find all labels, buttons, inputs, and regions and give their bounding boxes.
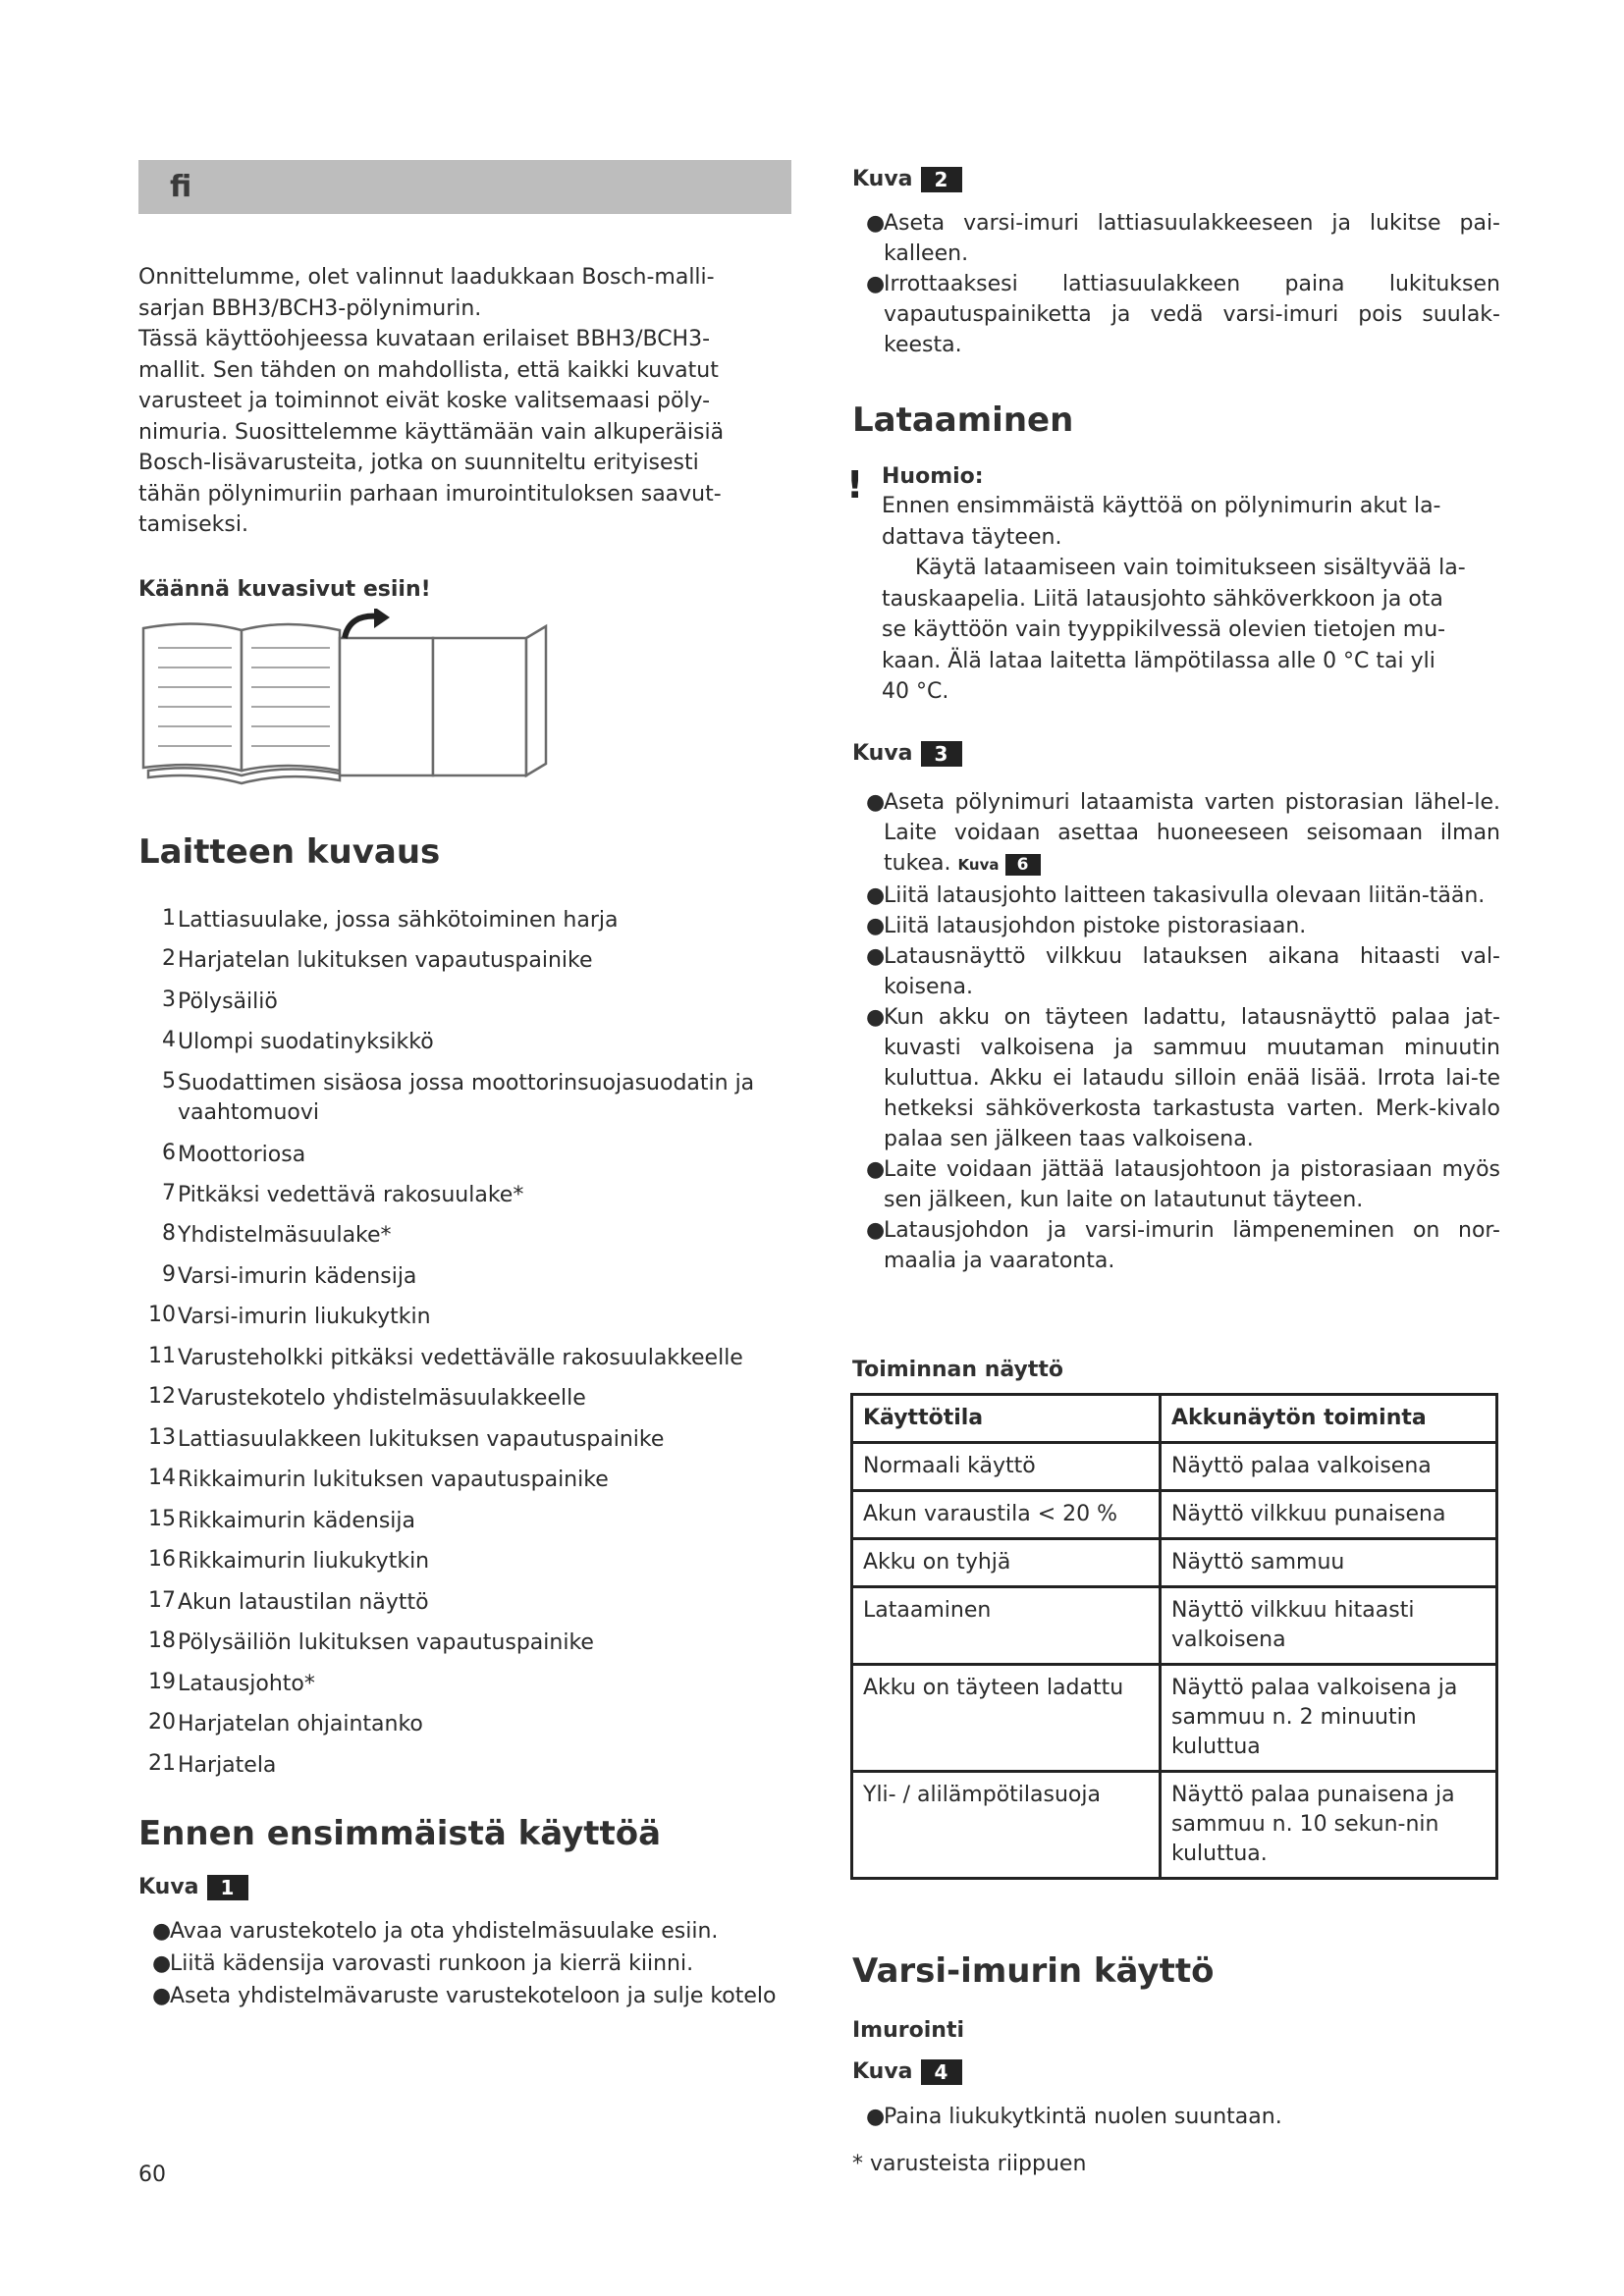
book-illustration (138, 609, 551, 785)
intro-line: sarjan BBH3/BCH3-pölynimurin. (138, 295, 482, 321)
list-item: ● Kun akku on täyteen ladattu, latausnäyttö palaa jat-kuvasti valkoisena ja sammuu muutaman minuutin kuluttua. Akku ei lataudu silloin enää lisää. Irrota lai-te hetkeksi sähköverkosta tarkastusta varten. Merk-kivalo palaa sen jälkeen taas valkoisena. (866, 1005, 1500, 1151)
before-first-use-steps (138, 1916, 791, 2011)
table-header-row (852, 1395, 1497, 1443)
foldout-page-1 (340, 638, 433, 775)
figure-number-badge: 2 (921, 167, 962, 192)
book-middle-page (242, 624, 340, 771)
device-description-heading: Laitteen kuvaus (138, 832, 441, 872)
list-item: ● Avaa varustekotelo ja ota yhdistelmäsuulake esiin. (152, 1919, 719, 1944)
list-item: ● Irrottaaksesi lattiasuulakkeen paina lukituksen vapautuspainiketta ja vedä varsi-imuri pois suulak-keesta. (866, 272, 1500, 357)
note-title: Huomio: (882, 464, 984, 489)
table-row: Lataaminen Näyttö vilkkuu hitaasti valkoisena (852, 1587, 1497, 1665)
list-item: ● Aseta pölynimuri lataamista varten pistorasian lähel-le. Laite voidaan asettaa huoneeseen seisomaan ilman tukea. Kuva 6 (866, 790, 1500, 876)
list-item: ● Latausnäyttö vilkkuu latauksen aikana hitaasti val-koisena. (866, 944, 1500, 999)
intro-line: mallit. Sen tähden on mahdollista, että kaikki kuvatut (138, 357, 719, 383)
warning-icon: ! (846, 463, 864, 507)
figure-number-badge: 6 (1005, 854, 1041, 876)
turn-pages-note: Käännä kuvasivut esiin! (138, 577, 431, 602)
foldout-page-2 (433, 638, 526, 775)
language-tab (138, 160, 791, 214)
figure-ref-4: Kuva 4 (852, 2059, 962, 2089)
charging-steps (852, 787, 1500, 1276)
charging-note: Ennen ensimmäistä käyttöä on pölynimurin akut la- dattava täyteen. Käytä lataamiseen vain toimitukseen sisältyvää la- tauskaapelia. Liitä latausjohto sähköverkkoon ja ota se käyttöön vain tyyppikilvessä olevien tietojen mu- kaan. Älä lataa laitetta lämpötilassa alle 0 °C tai yli 40 °C. (882, 494, 1466, 704)
table-row: Akun varaustila < 20 % Näyttö vilkkuu punaisena (852, 1491, 1497, 1539)
figure-number-badge: 3 (921, 741, 962, 767)
page-number: 60 (138, 2163, 166, 2187)
charging-heading: Lataaminen (852, 400, 1074, 440)
list-item: ● Liitä latausjohdon pistoke pistorasiaan. (866, 914, 1307, 938)
arrow-head-icon (374, 609, 390, 628)
before-first-use-heading: Ennen ensimmäistä käyttöä (138, 1814, 662, 1853)
list-item: ● Latausjohdon ja varsi-imurin lämpeneminen on nor-maalia ja vaaratonta. (866, 1218, 1500, 1273)
language-code: fi (170, 170, 192, 204)
list-item: ● Aseta yhdistelmävaruste varustekoteloon ja sulje kotelo (152, 1984, 777, 2008)
intro-line: tähän pölynimuriin parhaan imurointituloksen saavut- (138, 481, 722, 507)
intro-line: nimuria. Suosittelemme käyttämään vain alkuperäisiä (138, 419, 725, 445)
status-table (850, 1393, 1498, 1880)
figure-ref-3: Kuva 3 (852, 741, 962, 771)
arrow-icon (345, 616, 379, 638)
status-table-title: Toiminnan näyttö (852, 1358, 1064, 1382)
footnote: * varusteista riippuen (852, 2152, 1087, 2176)
table-header-cell: Käyttötila (852, 1395, 1161, 1443)
list-item: ● Liitä kädensija varovasti runkoon ja kierrä kiinni. (152, 1951, 694, 1976)
list-item: ● Laite voidaan jättää latausjohtoon ja pistorasiaan myös sen jälkeen, kun laite on latautunut täyteen. (866, 1157, 1500, 1212)
table-row: Akku on täyteen ladattu Näyttö palaa valkoisena ja sammuu n. 2 minuutin kuluttua (852, 1665, 1497, 1772)
intro-line: Bosch-lisävarusteita, jotka on suunniteltu erityisesti (138, 451, 699, 475)
intro-line: tamiseksi. (138, 512, 248, 537)
foldout-page-3 (526, 626, 546, 775)
table-row: Normaali käyttö Näyttö palaa valkoisena (852, 1443, 1497, 1491)
figure-number-badge: 1 (207, 1875, 248, 1900)
figure-number-badge: 4 (921, 2059, 962, 2085)
list-item: ● Paina liukukytkintä nuolen suuntaan. (866, 2105, 1282, 2129)
list-item: ● Aseta varsi-imuri lattiasuulakkeeseen ja lukitse pai-kalleen. (866, 211, 1500, 266)
intro-paragraph (138, 262, 791, 541)
intro-line: Onnittelumme, olet valinnut laadukkaan Bosch-malli- (138, 265, 715, 290)
book-left-page (143, 623, 242, 771)
table-header-cell: Akkunäytön toiminta (1161, 1395, 1497, 1443)
figure-2-steps (852, 208, 1500, 360)
table-row: Akku on tyhjä Näyttö sammuu (852, 1539, 1497, 1587)
usage-subheading: Imurointi (852, 2018, 964, 2043)
figure-ref-1: Kuva 1 (138, 1875, 248, 1904)
figure-ref-2: Kuva 2 (852, 167, 962, 196)
list-item: ● Liitä latausjohto laitteen takasivulla olevaan liitän-tään. (866, 883, 1486, 908)
intro-line: Tässä käyttöohjeessa kuvataan erilaiset BBH3/BCH3- (138, 327, 711, 351)
usage-steps (852, 2102, 1500, 2132)
table-row: Yli- / alilämpötilasuoja Näyttö palaa punaisena ja sammuu n. 10 sekun-nin kuluttua. (852, 1772, 1497, 1879)
usage-heading: Varsi-imurin käyttö (852, 1951, 1215, 1991)
intro-line: varusteet ja toiminnot eivät koske valitsemaasi pöly- (138, 389, 711, 413)
